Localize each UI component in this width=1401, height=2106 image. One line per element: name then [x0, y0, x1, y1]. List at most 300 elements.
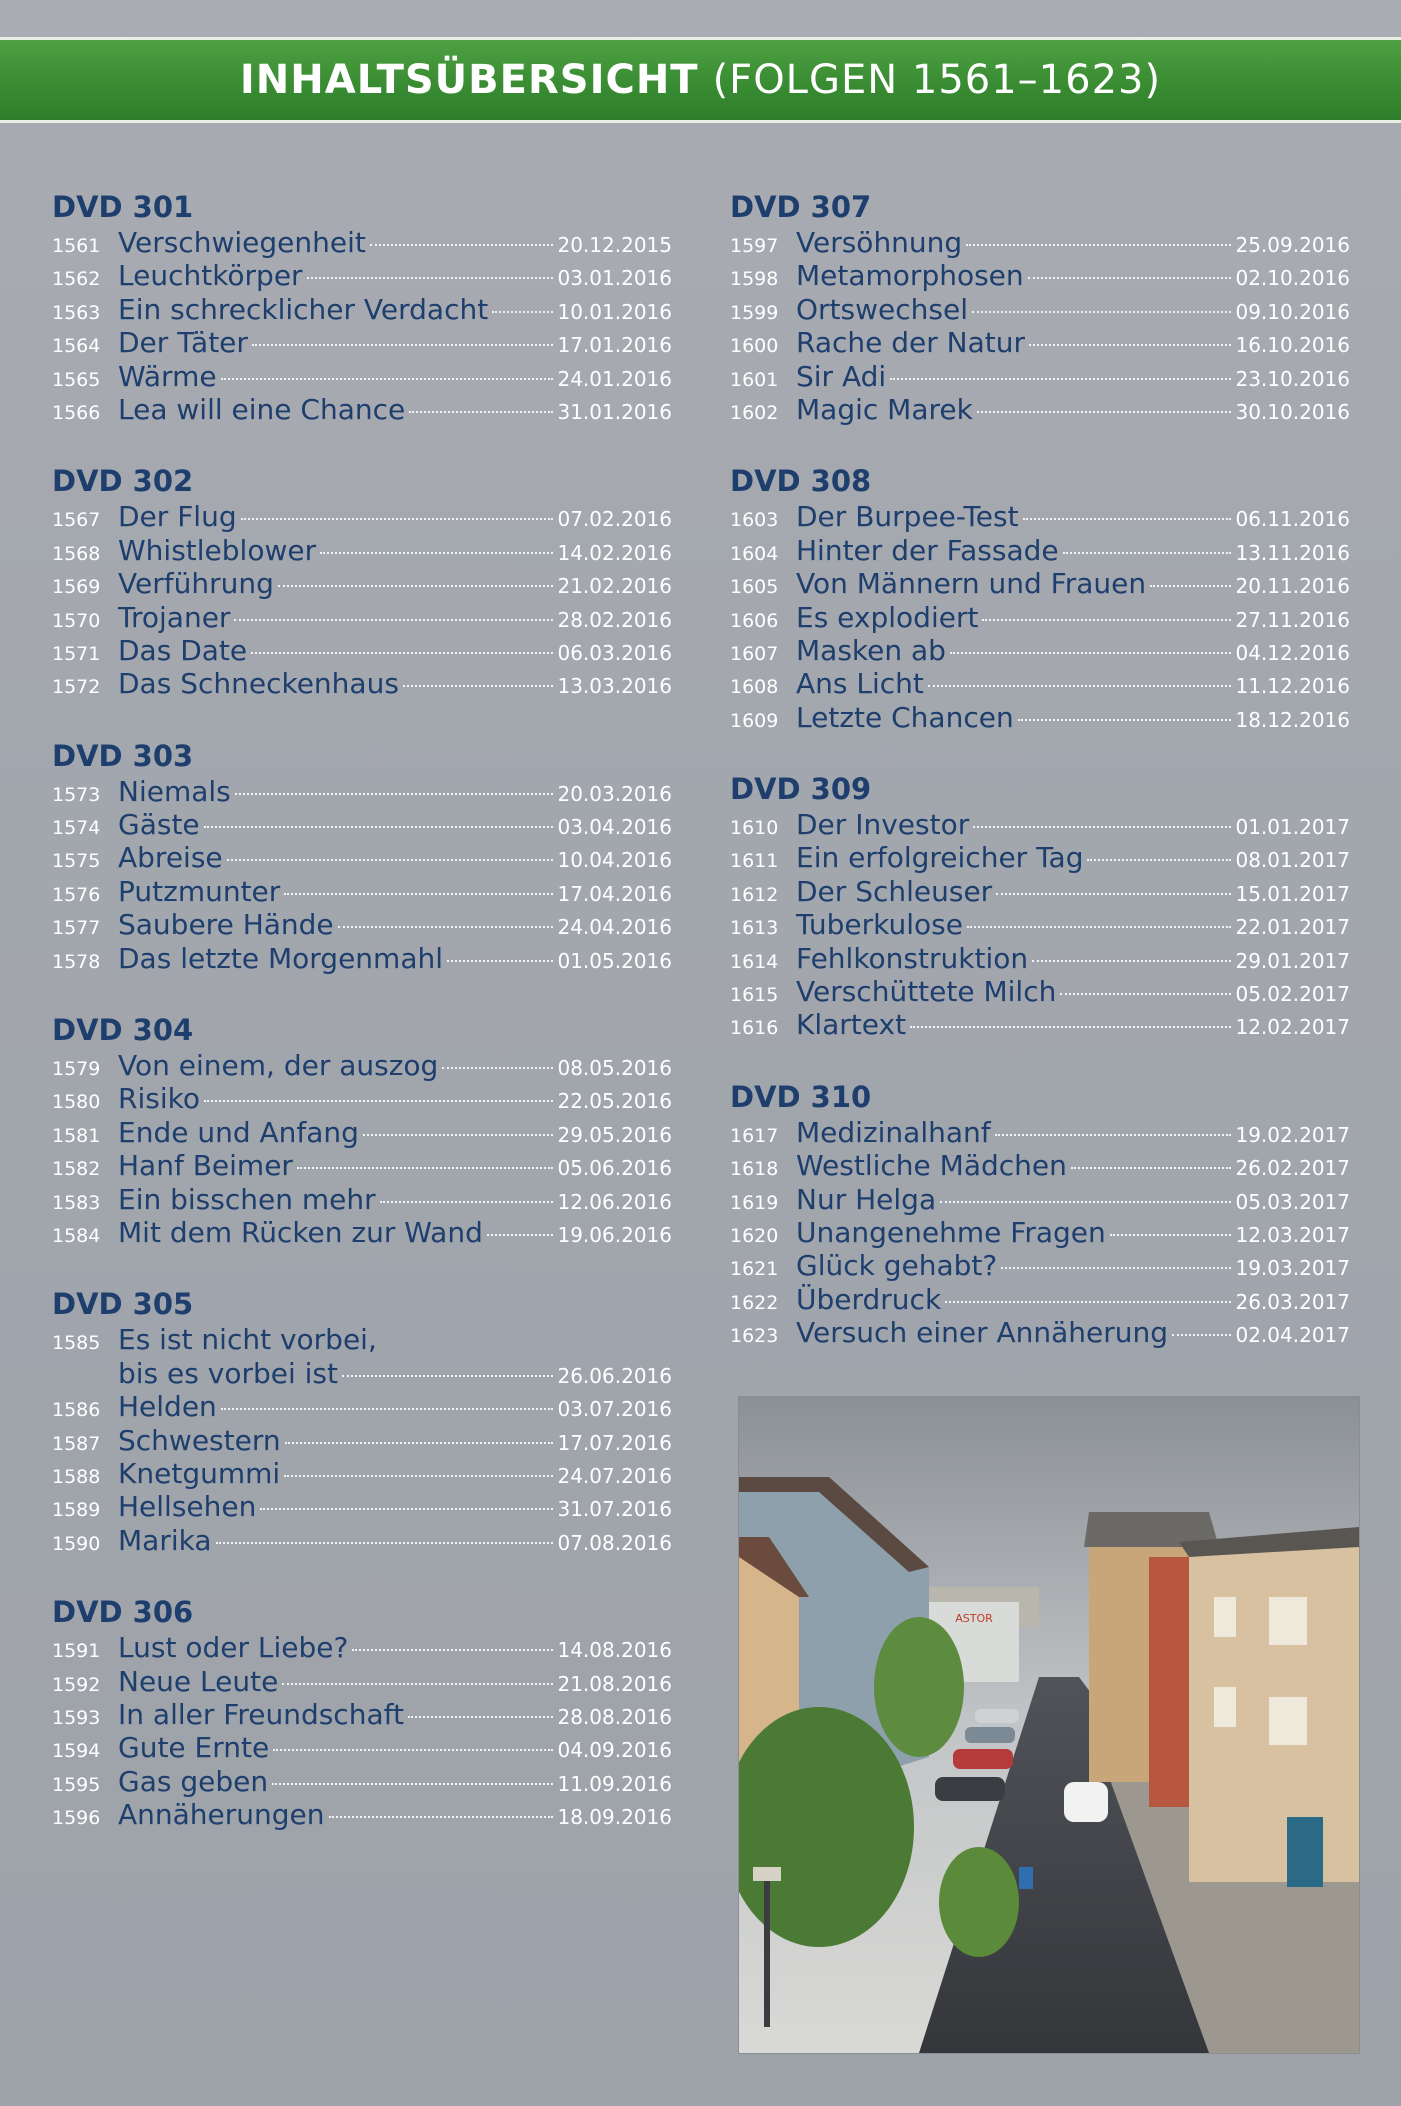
- episode-number: 1585: [52, 1332, 101, 1355]
- episode-row: [52, 1631, 672, 1664]
- episode-number: 1616: [730, 1017, 779, 1040]
- episode-date: 07.02.2016: [557, 507, 672, 532]
- left-column: [52, 190, 672, 1869]
- episode-title: Whistleblower: [118, 533, 317, 567]
- episode-title: Ortswechsel: [796, 292, 968, 326]
- episode-title: Hanf Beimer: [118, 1149, 293, 1183]
- episode-date: 29.01.2017: [1235, 948, 1350, 973]
- dot-leader: [307, 277, 554, 279]
- dot-leader: [338, 926, 554, 928]
- episode-date: 29.05.2016: [557, 1122, 672, 1147]
- episode-date: 31.01.2016: [557, 399, 672, 424]
- episode-row: [52, 1731, 672, 1764]
- episode-number: 1568: [52, 542, 101, 565]
- episode-number: 1615: [730, 984, 779, 1007]
- dvd-section: [52, 1287, 672, 1557]
- dot-leader: [408, 1716, 554, 1718]
- episode-date: 28.08.2016: [557, 1704, 672, 1729]
- episode-number: 1589: [52, 1499, 101, 1522]
- episode-title: Marika: [118, 1523, 212, 1557]
- episode-row: [730, 259, 1350, 292]
- episode-title: Lea will eine Chance: [118, 392, 406, 426]
- dot-leader: [1063, 552, 1232, 554]
- episode-title: Saubere Hände: [118, 908, 334, 942]
- episode-date: 21.02.2016: [557, 574, 672, 599]
- window: [1269, 1697, 1307, 1745]
- episode-title: Metamorphosen: [796, 259, 1024, 293]
- episode-row: [52, 500, 672, 533]
- episode-number: 1621: [730, 1258, 779, 1281]
- episode-number: 1604: [730, 542, 779, 565]
- dot-leader: [950, 652, 1232, 654]
- parked-car: [975, 1709, 1019, 1723]
- episode-date: 14.08.2016: [557, 1638, 672, 1663]
- episode-row: [730, 293, 1350, 326]
- episode-number: 1581: [52, 1124, 101, 1147]
- episode-title: Der Schleuser: [796, 874, 993, 908]
- parking-sign: [1019, 1867, 1033, 1889]
- dot-leader: [1060, 993, 1231, 995]
- episode-row: [52, 942, 672, 975]
- dvd-section: [52, 1013, 672, 1249]
- parked-car: [965, 1727, 1015, 1743]
- episode-date: 31.07.2016: [557, 1497, 672, 1522]
- episode-number: 1598: [730, 268, 779, 291]
- episode-number: 1586: [52, 1399, 101, 1422]
- episode-date: 04.09.2016: [557, 1738, 672, 1763]
- episode-title: Es ist nicht vorbei,: [118, 1323, 377, 1357]
- episode-date: 04.12.2016: [1235, 640, 1350, 665]
- dot-leader: [297, 1167, 554, 1169]
- header-title-rest: (FOLGEN 1561–1623): [712, 57, 1162, 103]
- dot-leader: [272, 1783, 553, 1785]
- dot-leader: [487, 1234, 554, 1236]
- episode-number: 1592: [52, 1673, 101, 1696]
- dot-leader: [1150, 585, 1231, 587]
- episode-title: Glück gehabt?: [796, 1249, 998, 1283]
- episode-row: [52, 634, 672, 667]
- episode-title: Klartext: [796, 1008, 907, 1042]
- episode-title: Von einem, der auszog: [118, 1049, 439, 1083]
- dot-leader: [1029, 344, 1231, 346]
- episode-title: Hellsehen: [118, 1490, 257, 1524]
- episode-row: [52, 567, 672, 600]
- episode-number: 1572: [52, 676, 101, 699]
- episode-date: 05.02.2017: [1235, 982, 1350, 1007]
- dvd-title: DVD 302: [52, 464, 194, 499]
- episode-date: 25.09.2016: [1235, 233, 1350, 257]
- episode-title: Sir Adi: [796, 359, 887, 393]
- dot-leader: [977, 411, 1232, 413]
- episode-title: Lust oder Liebe?: [118, 1631, 349, 1665]
- episode-row: [52, 1457, 672, 1490]
- episode-number: 1599: [730, 301, 779, 324]
- dot-leader: [996, 893, 1231, 895]
- episode-row: [52, 393, 672, 426]
- episode-title: Abreise: [118, 841, 223, 875]
- episode-row: [52, 1424, 672, 1457]
- dot-leader: [320, 552, 553, 554]
- episode-date: 05.03.2017: [1235, 1189, 1350, 1214]
- episode-row: [730, 908, 1350, 941]
- dot-leader: [1023, 518, 1232, 520]
- episode-row: [52, 1082, 672, 1115]
- dot-leader: [442, 1067, 553, 1069]
- episode-number: 1561: [52, 235, 101, 257]
- dvd-title: DVD 308: [730, 464, 872, 499]
- episode-date: 18.09.2016: [557, 1805, 672, 1830]
- episode-number: 1620: [730, 1224, 779, 1247]
- episode-date: 22.05.2016: [557, 1089, 672, 1114]
- episode-title: Gute Ernte: [118, 1731, 270, 1765]
- dot-leader: [492, 311, 553, 313]
- episode-number: 1595: [52, 1773, 101, 1796]
- header-title-bold: INHALTSÜBERSICHT: [239, 57, 699, 103]
- episode-title: Niemals: [118, 774, 231, 808]
- episode-number: 1588: [52, 1465, 101, 1488]
- episode-date: 06.11.2016: [1235, 507, 1350, 532]
- episode-row: [730, 1283, 1350, 1316]
- dvd-section: [730, 772, 1350, 1042]
- episode-number: 1611: [730, 850, 779, 873]
- dot-leader: [227, 859, 554, 861]
- episode-number: 1562: [52, 268, 101, 291]
- episode-number: 1574: [52, 817, 101, 840]
- episode-row: [730, 1183, 1350, 1216]
- episode-date: 11.09.2016: [557, 1771, 672, 1796]
- window: [1269, 1597, 1307, 1645]
- episode-title: Nur Helga: [796, 1182, 937, 1216]
- episode-row: [52, 1149, 672, 1182]
- episode-row: [730, 601, 1350, 634]
- episode-number: 1570: [52, 609, 101, 632]
- episode-title: Trojaner: [118, 600, 231, 634]
- episode-row: [730, 634, 1350, 667]
- dot-leader: [928, 685, 1232, 687]
- episode-title: Versuch einer Annäherung: [796, 1316, 1169, 1350]
- episode-date: 01.01.2017: [1235, 815, 1350, 840]
- episode-row: [52, 808, 672, 841]
- episode-date: 23.10.2016: [1235, 366, 1350, 391]
- episode-date: 19.06.2016: [557, 1222, 672, 1247]
- street-lamp: [753, 1867, 781, 1881]
- episode-date: 27.11.2016: [1235, 607, 1350, 632]
- episode-date: 01.05.2016: [557, 948, 672, 973]
- dot-leader: [995, 1134, 1232, 1136]
- street-lamp-pole: [764, 1877, 770, 2027]
- episode-date: 19.02.2017: [1235, 1122, 1350, 1147]
- episode-title: Medizinalhanf: [796, 1115, 991, 1149]
- episode-date: 12.06.2016: [557, 1189, 672, 1214]
- episode-row: [52, 1798, 672, 1831]
- episode-date: 21.08.2016: [557, 1671, 672, 1696]
- dot-leader: [973, 826, 1231, 828]
- episode-title: Überdruck: [796, 1282, 942, 1316]
- parked-car: [953, 1749, 1013, 1769]
- episode-title: Der Täter: [118, 326, 248, 360]
- dot-leader: [966, 244, 1231, 246]
- episode-row: [730, 975, 1350, 1008]
- episode-date: 18.12.2016: [1235, 707, 1350, 732]
- episode-number: 1612: [730, 883, 779, 906]
- episode-number: 1576: [52, 883, 101, 906]
- episode-row: [52, 1698, 672, 1731]
- episode-title: Hinter der Fassade: [796, 533, 1059, 567]
- episode-date: 28.02.2016: [557, 607, 672, 632]
- episode-title: Schwestern: [118, 1423, 281, 1457]
- dot-leader: [221, 378, 554, 380]
- episode-date: 15.01.2017: [1235, 881, 1350, 906]
- episode-row: [52, 875, 672, 908]
- dot-leader: [241, 518, 554, 520]
- dot-leader: [252, 344, 554, 346]
- dot-leader: [1018, 719, 1232, 721]
- episode-row: [730, 393, 1350, 426]
- episode-row: [52, 1665, 672, 1698]
- episode-date: 12.02.2017: [1235, 1015, 1350, 1040]
- episode-number: 1584: [52, 1224, 101, 1247]
- episode-date: 08.01.2017: [1235, 848, 1350, 873]
- episode-title: Mit dem Rücken zur Wand: [118, 1215, 483, 1249]
- dot-leader: [284, 1475, 553, 1477]
- episode-date: 12.03.2017: [1235, 1222, 1350, 1247]
- episode-row: [730, 808, 1350, 841]
- dvd-title: DVD 304: [52, 1013, 194, 1048]
- dot-leader: [1028, 277, 1232, 279]
- episode-row: [52, 534, 672, 567]
- episode-row: [52, 667, 672, 700]
- episode-number: 1579: [52, 1058, 101, 1081]
- dot-leader: [403, 685, 554, 687]
- episode-number: 1573: [52, 783, 101, 806]
- episode-row: [730, 841, 1350, 874]
- episode-date: 26.02.2017: [1235, 1156, 1350, 1181]
- episode-row: [730, 500, 1350, 533]
- episode-title: Ende und Anfang: [118, 1115, 359, 1149]
- episode-date: 22.01.2017: [1235, 915, 1350, 940]
- episode-number: 1600: [730, 335, 779, 358]
- dvd-section: [52, 1595, 672, 1831]
- episode-row: [730, 1316, 1350, 1349]
- episode-date: 05.06.2016: [557, 1156, 672, 1181]
- dvd-title: DVD 309: [730, 772, 872, 807]
- dot-leader: [204, 826, 554, 828]
- episode-number: 1603: [730, 509, 779, 532]
- episode-row: [730, 875, 1350, 908]
- episode-row: [730, 942, 1350, 975]
- dvd-section: [52, 464, 672, 700]
- episode-date: 02.10.2016: [1235, 266, 1350, 291]
- dot-leader: [221, 1408, 554, 1410]
- episode-row: [730, 1216, 1350, 1249]
- dot-leader: [890, 378, 1231, 380]
- episode-date: 17.04.2016: [557, 881, 672, 906]
- episode-row: [52, 1183, 672, 1216]
- dot-leader: [285, 1442, 554, 1444]
- dvd-title: DVD 303: [52, 738, 194, 773]
- dot-leader: [1110, 1234, 1232, 1236]
- episode-date: 17.07.2016: [557, 1430, 672, 1455]
- episode-title: Putzmunter: [118, 874, 281, 908]
- dot-leader: [204, 1100, 554, 1102]
- dvd-section: [52, 739, 672, 975]
- episode-date: 20.03.2016: [557, 781, 672, 806]
- dvd-title: DVD 306: [52, 1595, 194, 1630]
- dot-leader: [1172, 1334, 1231, 1336]
- store-sign: ASTOR: [955, 1612, 993, 1625]
- episode-row: [730, 567, 1350, 600]
- dot-leader: [342, 1375, 553, 1377]
- episode-date: 03.04.2016: [557, 815, 672, 840]
- episode-title: Das Date: [118, 633, 248, 667]
- episode-date: 13.03.2016: [557, 674, 672, 699]
- episode-row: [52, 1116, 672, 1149]
- dot-leader: [447, 960, 553, 962]
- dot-leader: [216, 1542, 554, 1544]
- episode-title: Das Schneckenhaus: [118, 667, 399, 701]
- street-photo: [738, 1396, 1360, 2054]
- episode-date: 03.01.2016: [557, 266, 672, 291]
- episode-title: Verführung: [118, 567, 274, 601]
- dot-leader: [982, 619, 1231, 621]
- episode-number: 1587: [52, 1432, 101, 1455]
- dot-leader: [234, 619, 553, 621]
- episode-date: 24.01.2016: [557, 366, 672, 391]
- episode-date: 24.04.2016: [557, 915, 672, 940]
- episode-number: 1609: [730, 709, 779, 732]
- episode-date: 07.08.2016: [557, 1530, 672, 1555]
- episode-number: 1591: [52, 1640, 101, 1663]
- episode-number: 1567: [52, 509, 101, 532]
- episode-number: 1605: [730, 576, 779, 599]
- episode-row: [52, 1765, 672, 1798]
- blue-door: [1287, 1817, 1323, 1887]
- episode-date: 14.02.2016: [557, 540, 672, 565]
- dot-leader: [235, 793, 554, 795]
- episode-row: [730, 1008, 1350, 1041]
- episode-title: Versöhnung: [796, 226, 963, 259]
- episode-number: 1610: [730, 817, 779, 840]
- dot-leader: [940, 1201, 1231, 1203]
- street-photo-drawing: [739, 1397, 1359, 2053]
- episode-row: [730, 226, 1350, 259]
- episode-date: 24.07.2016: [557, 1463, 672, 1488]
- episode-row: [52, 1049, 672, 1082]
- episode-number: 1622: [730, 1291, 779, 1314]
- dvd-section: [730, 190, 1350, 426]
- episode-number: 1575: [52, 850, 101, 873]
- episode-number: 1571: [52, 642, 101, 665]
- dot-leader: [363, 1134, 554, 1136]
- episode-number: 1608: [730, 676, 779, 699]
- episode-number: 1580: [52, 1091, 101, 1114]
- episode-date: 03.07.2016: [557, 1397, 672, 1422]
- dvd-title: DVD 301: [52, 190, 194, 224]
- episode-date: 10.01.2016: [557, 299, 672, 324]
- episode-row: [730, 1149, 1350, 1182]
- episode-title: Verschüttete Milch: [796, 975, 1057, 1009]
- episode-title: bis es vorbei ist: [118, 1356, 338, 1390]
- episode-number: 1607: [730, 642, 779, 665]
- episode-number: 1606: [730, 609, 779, 632]
- episode-title: Westliche Mädchen: [796, 1149, 1067, 1183]
- episode-row: [730, 1116, 1350, 1149]
- episode-number: 1617: [730, 1124, 779, 1147]
- episode-row: [52, 1323, 672, 1390]
- dot-leader: [278, 585, 554, 587]
- episode-date: 26.03.2017: [1235, 1289, 1350, 1314]
- episode-number: 1614: [730, 950, 779, 973]
- episode-row: [730, 326, 1350, 359]
- dot-leader: [251, 652, 553, 654]
- episode-title: Verschwiegenheit: [118, 226, 366, 259]
- episode-date: 16.10.2016: [1235, 333, 1350, 358]
- dot-leader: [260, 1508, 553, 1510]
- episode-title: Fehlkonstruktion: [796, 941, 1029, 975]
- dot-leader: [910, 1026, 1231, 1028]
- episode-row: [52, 259, 672, 292]
- episode-number: 1619: [730, 1191, 779, 1214]
- episode-title: Ein bisschen mehr: [118, 1182, 376, 1216]
- episode-row: [52, 326, 672, 359]
- episode-title: Der Flug: [118, 500, 237, 534]
- episode-date: 11.12.2016: [1235, 674, 1350, 699]
- episode-row: [52, 775, 672, 808]
- episode-date: 08.05.2016: [557, 1056, 672, 1081]
- episode-number: 1582: [52, 1158, 101, 1181]
- episode-row: [730, 534, 1350, 567]
- episode-row: [52, 360, 672, 393]
- episode-row: [52, 1216, 672, 1249]
- parked-car: [935, 1777, 1005, 1801]
- dot-leader: [409, 411, 553, 413]
- episode-number: 1577: [52, 917, 101, 940]
- white-car: [1064, 1782, 1108, 1822]
- dot-leader: [352, 1649, 553, 1651]
- episode-row: [52, 1524, 672, 1557]
- dvd-title: DVD 305: [52, 1287, 194, 1322]
- episode-date: 02.04.2017: [1235, 1323, 1350, 1348]
- dot-leader: [945, 1301, 1231, 1303]
- episode-number: 1597: [730, 235, 779, 257]
- episode-row: [52, 601, 672, 634]
- episode-title: Unangenehme Fragen: [796, 1215, 1106, 1249]
- episode-title: Wärme: [118, 359, 217, 393]
- episode-number: 1565: [52, 368, 101, 391]
- episode-title: Letzte Chancen: [796, 700, 1014, 734]
- episode-date: 06.03.2016: [557, 640, 672, 665]
- dot-leader: [282, 1683, 553, 1685]
- dot-leader: [967, 926, 1232, 928]
- dvd-section: [730, 1080, 1350, 1350]
- episode-title: Gas geben: [118, 1764, 269, 1798]
- dot-leader: [1001, 1267, 1231, 1269]
- episode-number: 1563: [52, 301, 101, 324]
- episode-date: 17.01.2016: [557, 333, 672, 358]
- episode-title: Tuberkulose: [796, 908, 963, 942]
- dvd-section: [730, 464, 1350, 734]
- episode-row: [52, 1490, 672, 1523]
- episode-row: [52, 293, 672, 326]
- episode-date: 09.10.2016: [1235, 299, 1350, 324]
- episode-number: 1602: [730, 401, 779, 424]
- dvd-section: [52, 190, 672, 426]
- episode-date: 26.06.2016: [557, 1363, 672, 1388]
- dot-leader: [1032, 960, 1231, 962]
- episode-title: Von Männern und Frauen: [796, 567, 1147, 601]
- header-banner: [0, 37, 1401, 123]
- dot-leader: [370, 244, 554, 246]
